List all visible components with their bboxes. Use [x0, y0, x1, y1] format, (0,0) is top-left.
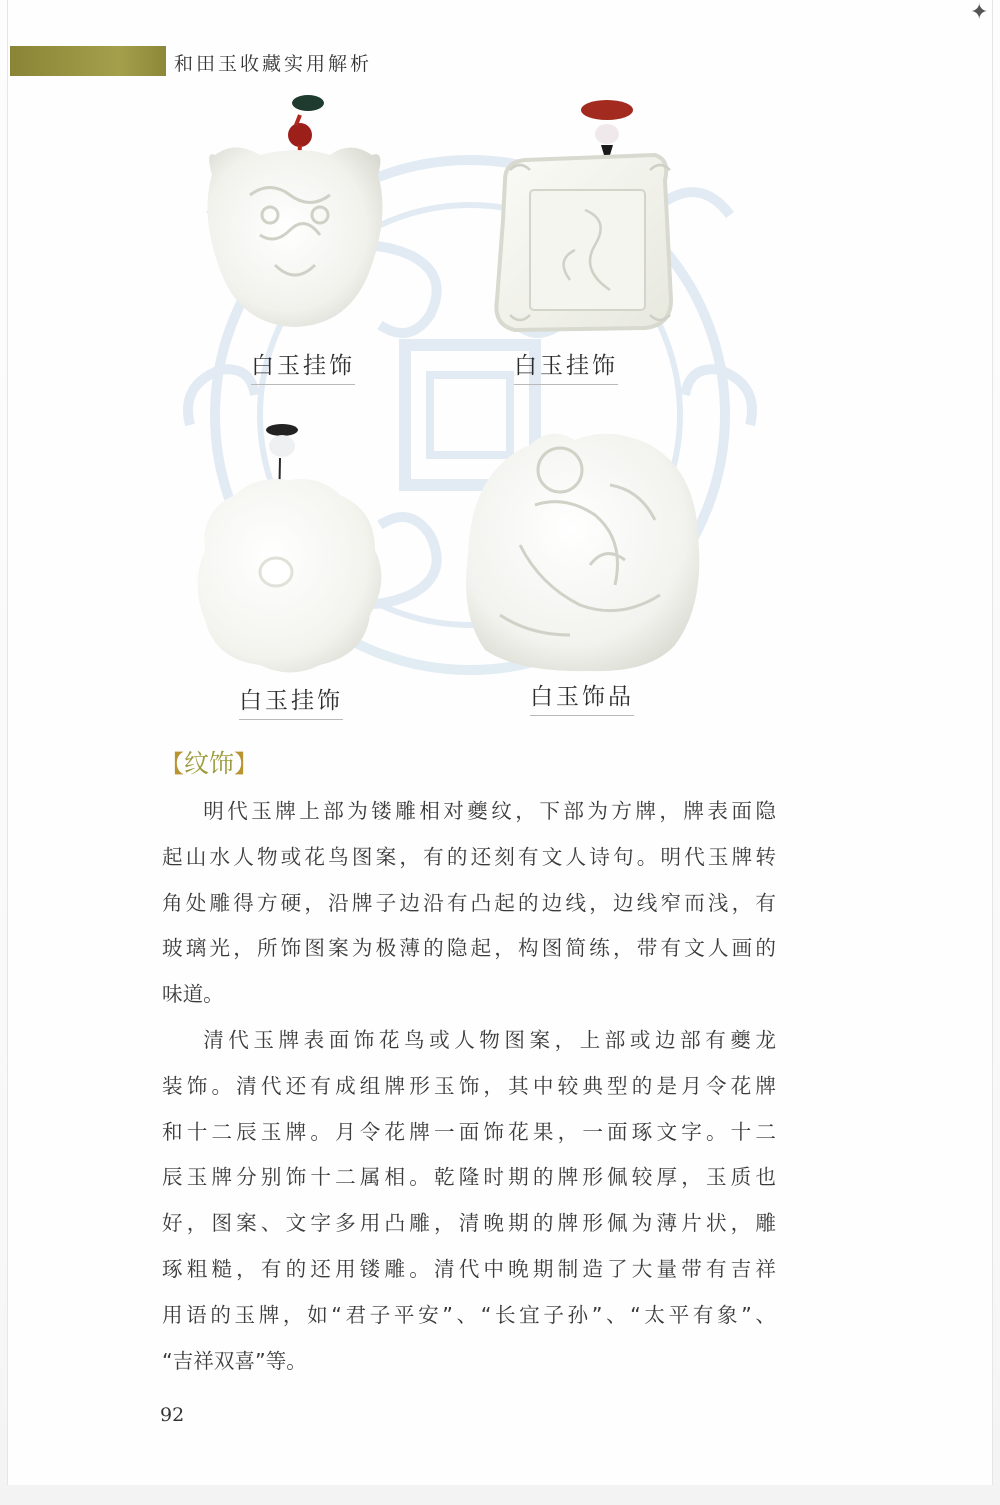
paragraph-line: 角处雕得方硬，沿牌子边沿有凸起的边线，边线窄而浅，有 — [162, 890, 776, 915]
heading-text: 纹饰 — [184, 749, 235, 778]
paragraph-qing-plaques — [162, 1018, 776, 1384]
jade-disc-pendant-photo — [190, 420, 390, 675]
registration-mark-icon: ✦ — [970, 0, 989, 25]
running-header-title: 和田玉收藏实用解析 — [174, 53, 373, 75]
paragraph-line: 好，图案、文字多用凸雕，清晚期的牌形佩为薄片状，雕 — [162, 1211, 776, 1236]
paragraph-line: 起山水人物或花鸟图案，有的还刻有文人诗句。明代玉牌转 — [162, 844, 776, 869]
jade-plaque-photo — [485, 100, 685, 335]
section-heading — [160, 744, 258, 780]
paragraph-line: 用语的玉牌，如“君子平安”、“长宜子孙”、“太平有象”、 — [162, 1302, 776, 1327]
photo-caption-top-right: 白玉挂饰 — [514, 347, 618, 385]
paragraph-ming-plaques — [162, 789, 776, 1018]
paragraph-line: 琢粗糙，有的还用镂雕。清代中晚期制造了大量带有吉祥 — [162, 1256, 776, 1281]
photo-caption-top-left: 白玉挂饰 — [251, 347, 355, 385]
paragraph-line: 明代玉牌上部为镂雕相对夔纹，下部为方牌，牌表面隐 — [203, 799, 776, 823]
jade-pendant-photo-1 — [200, 95, 390, 335]
paragraph-line: 清代玉牌表面饰花鸟或人物图案，上部或边部有夔龙 — [203, 1028, 776, 1052]
heading-bracket-close: 】 — [234, 750, 259, 778]
header-color-bar — [10, 46, 166, 76]
paragraph-line: 玻璃光，所饰图案为极薄的隐起，构图简练，带有文人画的 — [162, 936, 776, 961]
photo-caption-bottom-left: 白玉挂饰 — [239, 682, 343, 720]
heading-bracket-open: 【 — [160, 750, 184, 778]
jade-carving-photo — [460, 425, 705, 675]
paragraph-line: “吉祥双喜”等。 — [162, 1348, 307, 1373]
paragraph-line: 装饰。清代还有成组牌形玉饰，其中较典型的是月令花牌 — [162, 1073, 776, 1098]
paragraph-line: 味道。 — [162, 982, 224, 1007]
page-number: 92 — [160, 1404, 185, 1426]
paragraph-line: 辰玉牌分别饰十二属相。乾隆时期的牌形佩较厚，玉质也 — [162, 1165, 776, 1190]
photo-caption-bottom-right: 白玉饰品 — [530, 678, 634, 716]
paragraph-line: 和十二辰玉牌。月令花牌一面饰花果，一面琢文字。十二 — [162, 1119, 776, 1144]
